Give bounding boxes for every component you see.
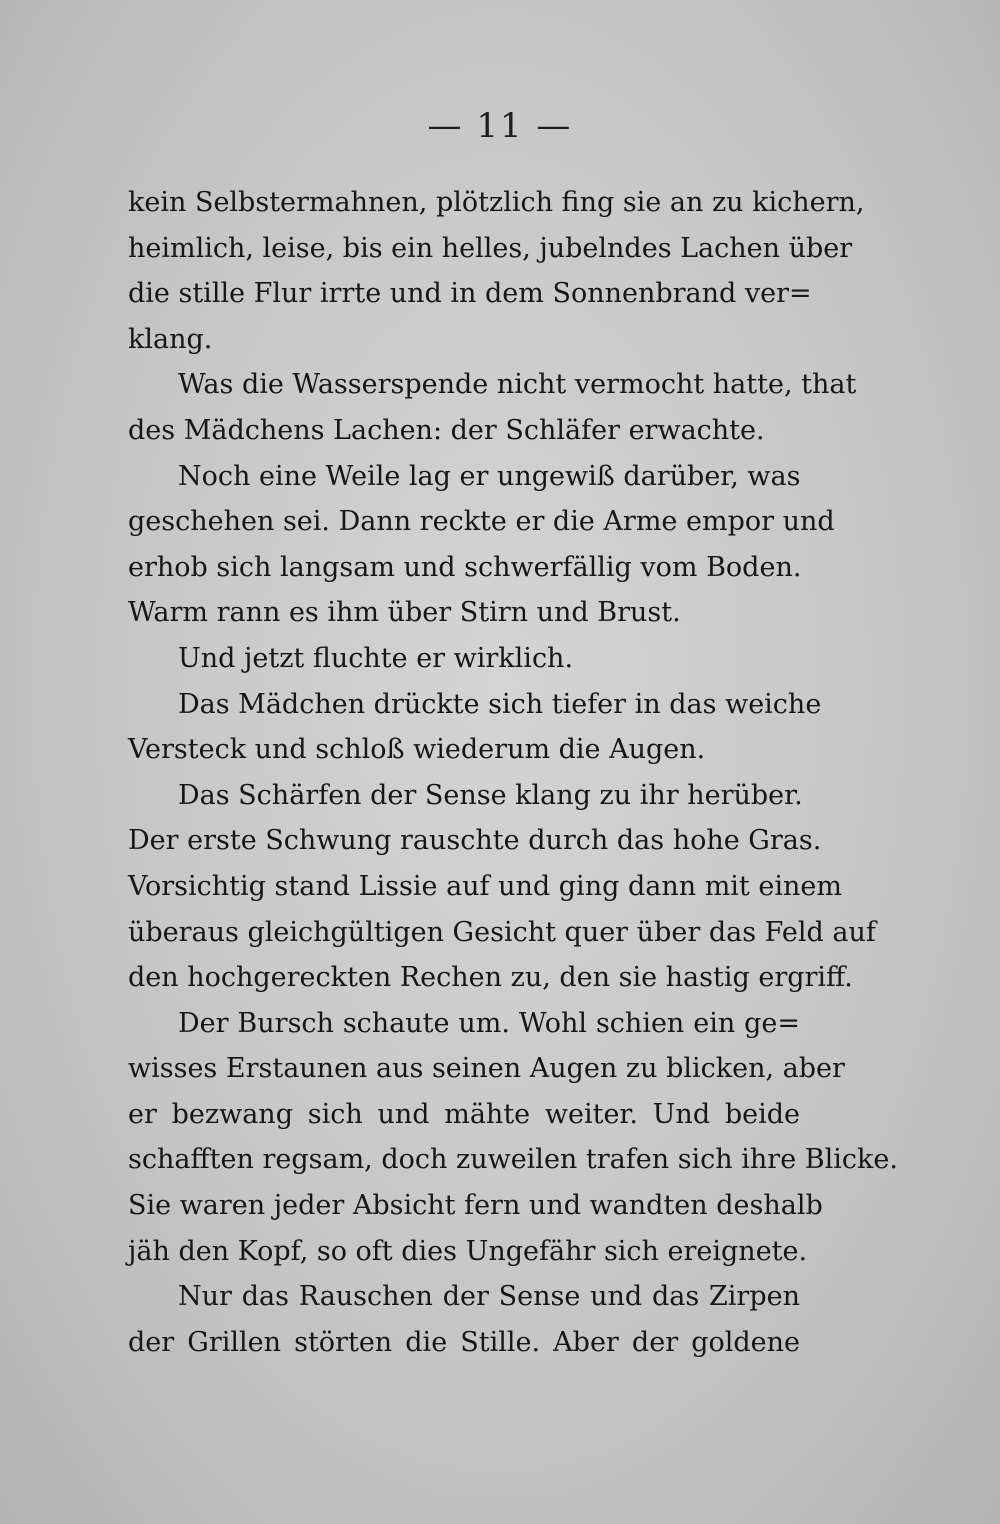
text-line: Der Bursch schaute um. Wohl schien ein ge= <box>178 1007 800 1039</box>
text-line: heimlich, leise, bis ein helles, jubelndes Lachen über <box>128 232 853 264</box>
text-line: des Mädchens Lachen: der Schläfer erwachte. <box>128 414 765 446</box>
page-number: — 11 — <box>427 106 573 146</box>
text-line: die stille Flur irrte und in dem Sonnenbrand ver= <box>128 278 812 310</box>
text-line: geschehen sei. Dann reckte er die Arme empor und <box>128 506 835 538</box>
text-line: klang. <box>128 323 213 355</box>
text-line: Das Mädchen drückte sich tiefer in das weiche <box>178 688 822 720</box>
text-line: den hochgereckten Rechen zu, den sie hastig ergriff. <box>128 962 853 994</box>
text-line: er bezwang sich und mähte weiter. Und beide <box>128 1098 800 1130</box>
text-line: erhob sich langsam und schwerfällig vom Boden. <box>128 551 802 583</box>
text-line: Der erste Schwung rauschte durch das hohe Gras. <box>128 825 822 857</box>
text-line: Das Schärfen der Sense klang zu ihr herüber. <box>178 779 803 811</box>
text-line: Vorsichtig stand Lissie auf und ging dann mit einem <box>128 870 842 902</box>
text-line: der Grillen störten die Stille. Aber der goldene <box>128 1326 800 1358</box>
text-line: Warm rann es ihm über Stirn und Brust. <box>128 597 681 629</box>
text-line: Und jetzt fluchte er wirklich. <box>178 642 574 674</box>
text-line: Versteck und schloß wiederum die Augen. <box>128 734 706 766</box>
text-line: Noch eine Weile lag er ungewiß darüber, was <box>178 460 801 492</box>
text-line: jäh den Kopf, so oft dies Ungefähr sich ereignete. <box>128 1235 808 1267</box>
text-line: schafften regsam, doch zuweilen trafen sich ihre Blicke. <box>128 1144 898 1176</box>
text-line: überaus gleichgültigen Gesicht quer über das Feld auf <box>128 916 876 948</box>
text-line: kein Selbstermahnen, plötzlich fing sie an zu kichern, <box>128 187 865 218</box>
text-line: Nur das Rauschen der Sense und das Zirpen <box>178 1281 800 1313</box>
text-line: wisses Erstaunen aus seinen Augen zu blicken, aber <box>128 1053 845 1085</box>
text-line: Sie waren jeder Absicht fern und wandten deshalb <box>128 1190 823 1222</box>
body-text <box>128 180 898 1365</box>
text-line: Was die Wasserspende nicht vermocht hatte, that <box>178 369 857 401</box>
